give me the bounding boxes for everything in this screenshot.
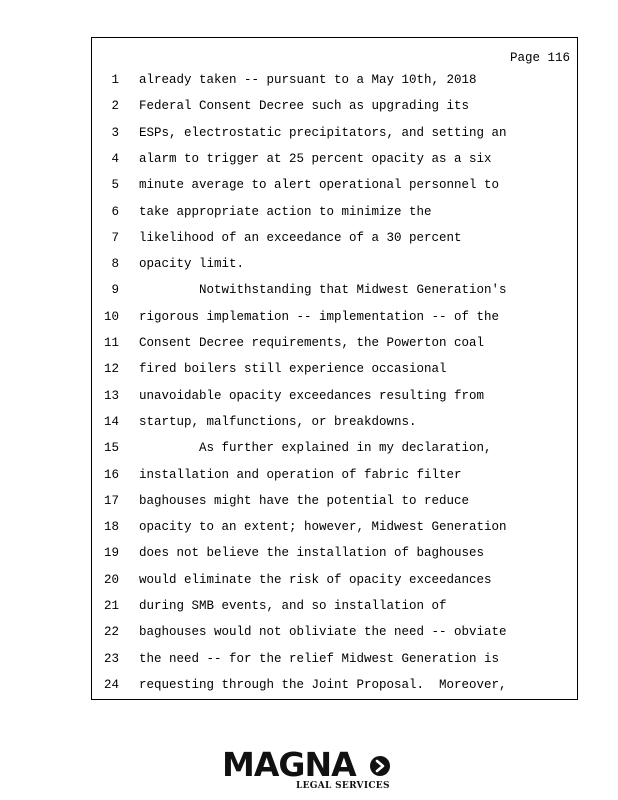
transcript-line [92,256,577,272]
transcript-line [92,282,577,298]
line-text: Consent Decree requirements, the Powerton coal [139,336,485,350]
line-text: the need -- for the relief Midwest Generation is [139,651,500,666]
line-number: 18 [103,520,119,535]
line-text: minute average to alert operational personnel to [139,178,500,193]
line-text: during SMB events, and so installation of [139,599,447,613]
transcript-line [92,309,577,325]
line-number: 19 [103,546,119,561]
line-text: installation and operation of fabric filter [139,467,462,482]
line-number: 8 [111,257,119,272]
line-text: opacity limit. [139,257,245,272]
line-text: startup, malfunctions, or breakdowns. [139,414,417,429]
line-number: 11 [103,336,119,350]
transcript-line [92,388,577,404]
line-number: 9 [111,283,119,298]
transcript-line [92,598,577,614]
line-text: take appropriate action to minimize the [139,204,432,219]
line-text: ESPs, electrostatic precipitators, and setting an [139,125,507,140]
line-text: does not believe the installation of baghouses [139,546,485,561]
transcript-line [92,335,577,351]
line-number: 12 [103,362,119,377]
transcript-line [92,624,577,640]
line-number: 23 [103,651,119,666]
line-text: alarm to trigger at 25 percent opacity as a six [139,151,492,166]
transcript-page [91,37,578,700]
line-number: 22 [103,625,119,640]
transcript-line [92,177,577,193]
line-text: opacity to an extent; however, Midwest Generation [139,520,507,535]
line-number: 14 [103,414,119,429]
line-number: 20 [103,572,119,587]
transcript-line [92,151,577,167]
transcript-line [92,440,577,456]
magna-logo [222,745,402,796]
line-text: unavoidable opacity exceedances resulting from [139,388,485,403]
line-number: 21 [103,599,119,613]
line-number: 3 [111,125,119,140]
line-number: 17 [103,493,119,508]
logo-subtitle: LEGAL SERVICES [296,781,390,791]
transcript-line [92,651,577,667]
transcript-line [92,98,577,114]
line-text: fired boilers still experience occasional [139,362,447,377]
transcript-line [92,493,577,509]
line-text: baghouses might have the potential to reduce [139,493,470,508]
transcript-line [92,677,577,693]
transcript-line [92,467,577,483]
transcript-line [92,230,577,246]
transcript-line [92,72,577,88]
arrow-circle-icon [369,755,391,777]
line-text: baghouses would not obliviate the need -- obviate [139,625,507,640]
line-number: 1 [111,73,119,87]
transcript-line [92,204,577,220]
page-number: Page 116 [509,51,570,65]
transcript-line [92,361,577,377]
line-number: 16 [103,467,119,482]
line-text: Notwithstanding that Midwest Generation's [139,283,507,298]
transcript-line [92,545,577,561]
line-number: 13 [103,388,119,403]
line-number: 2 [111,99,119,114]
line-number: 7 [111,230,119,245]
transcript-line [92,414,577,430]
line-text: would eliminate the risk of opacity exceedances [139,572,492,587]
line-number: 15 [103,441,119,456]
line-text: Federal Consent Decree such as upgrading its [139,99,470,114]
line-text: likelihood of an exceedance of a 30 percent [139,230,462,245]
line-text: requesting through the Joint Proposal. Moreover, [139,677,507,692]
line-text: already taken -- pursuant to a May 10th, 2018 [139,73,477,87]
transcript-line [92,572,577,588]
logo-wordmark: MAGNA [222,745,356,784]
line-text: As further explained in my declaration, [139,441,492,456]
line-number: 4 [111,151,119,166]
line-number: 24 [103,677,119,692]
line-number: 5 [111,178,119,193]
line-number: 6 [111,204,119,219]
transcript-line [92,125,577,141]
line-number: 10 [103,309,119,324]
transcript-line [92,519,577,535]
line-text: rigorous implemation -- implementation -- of the [139,309,500,324]
